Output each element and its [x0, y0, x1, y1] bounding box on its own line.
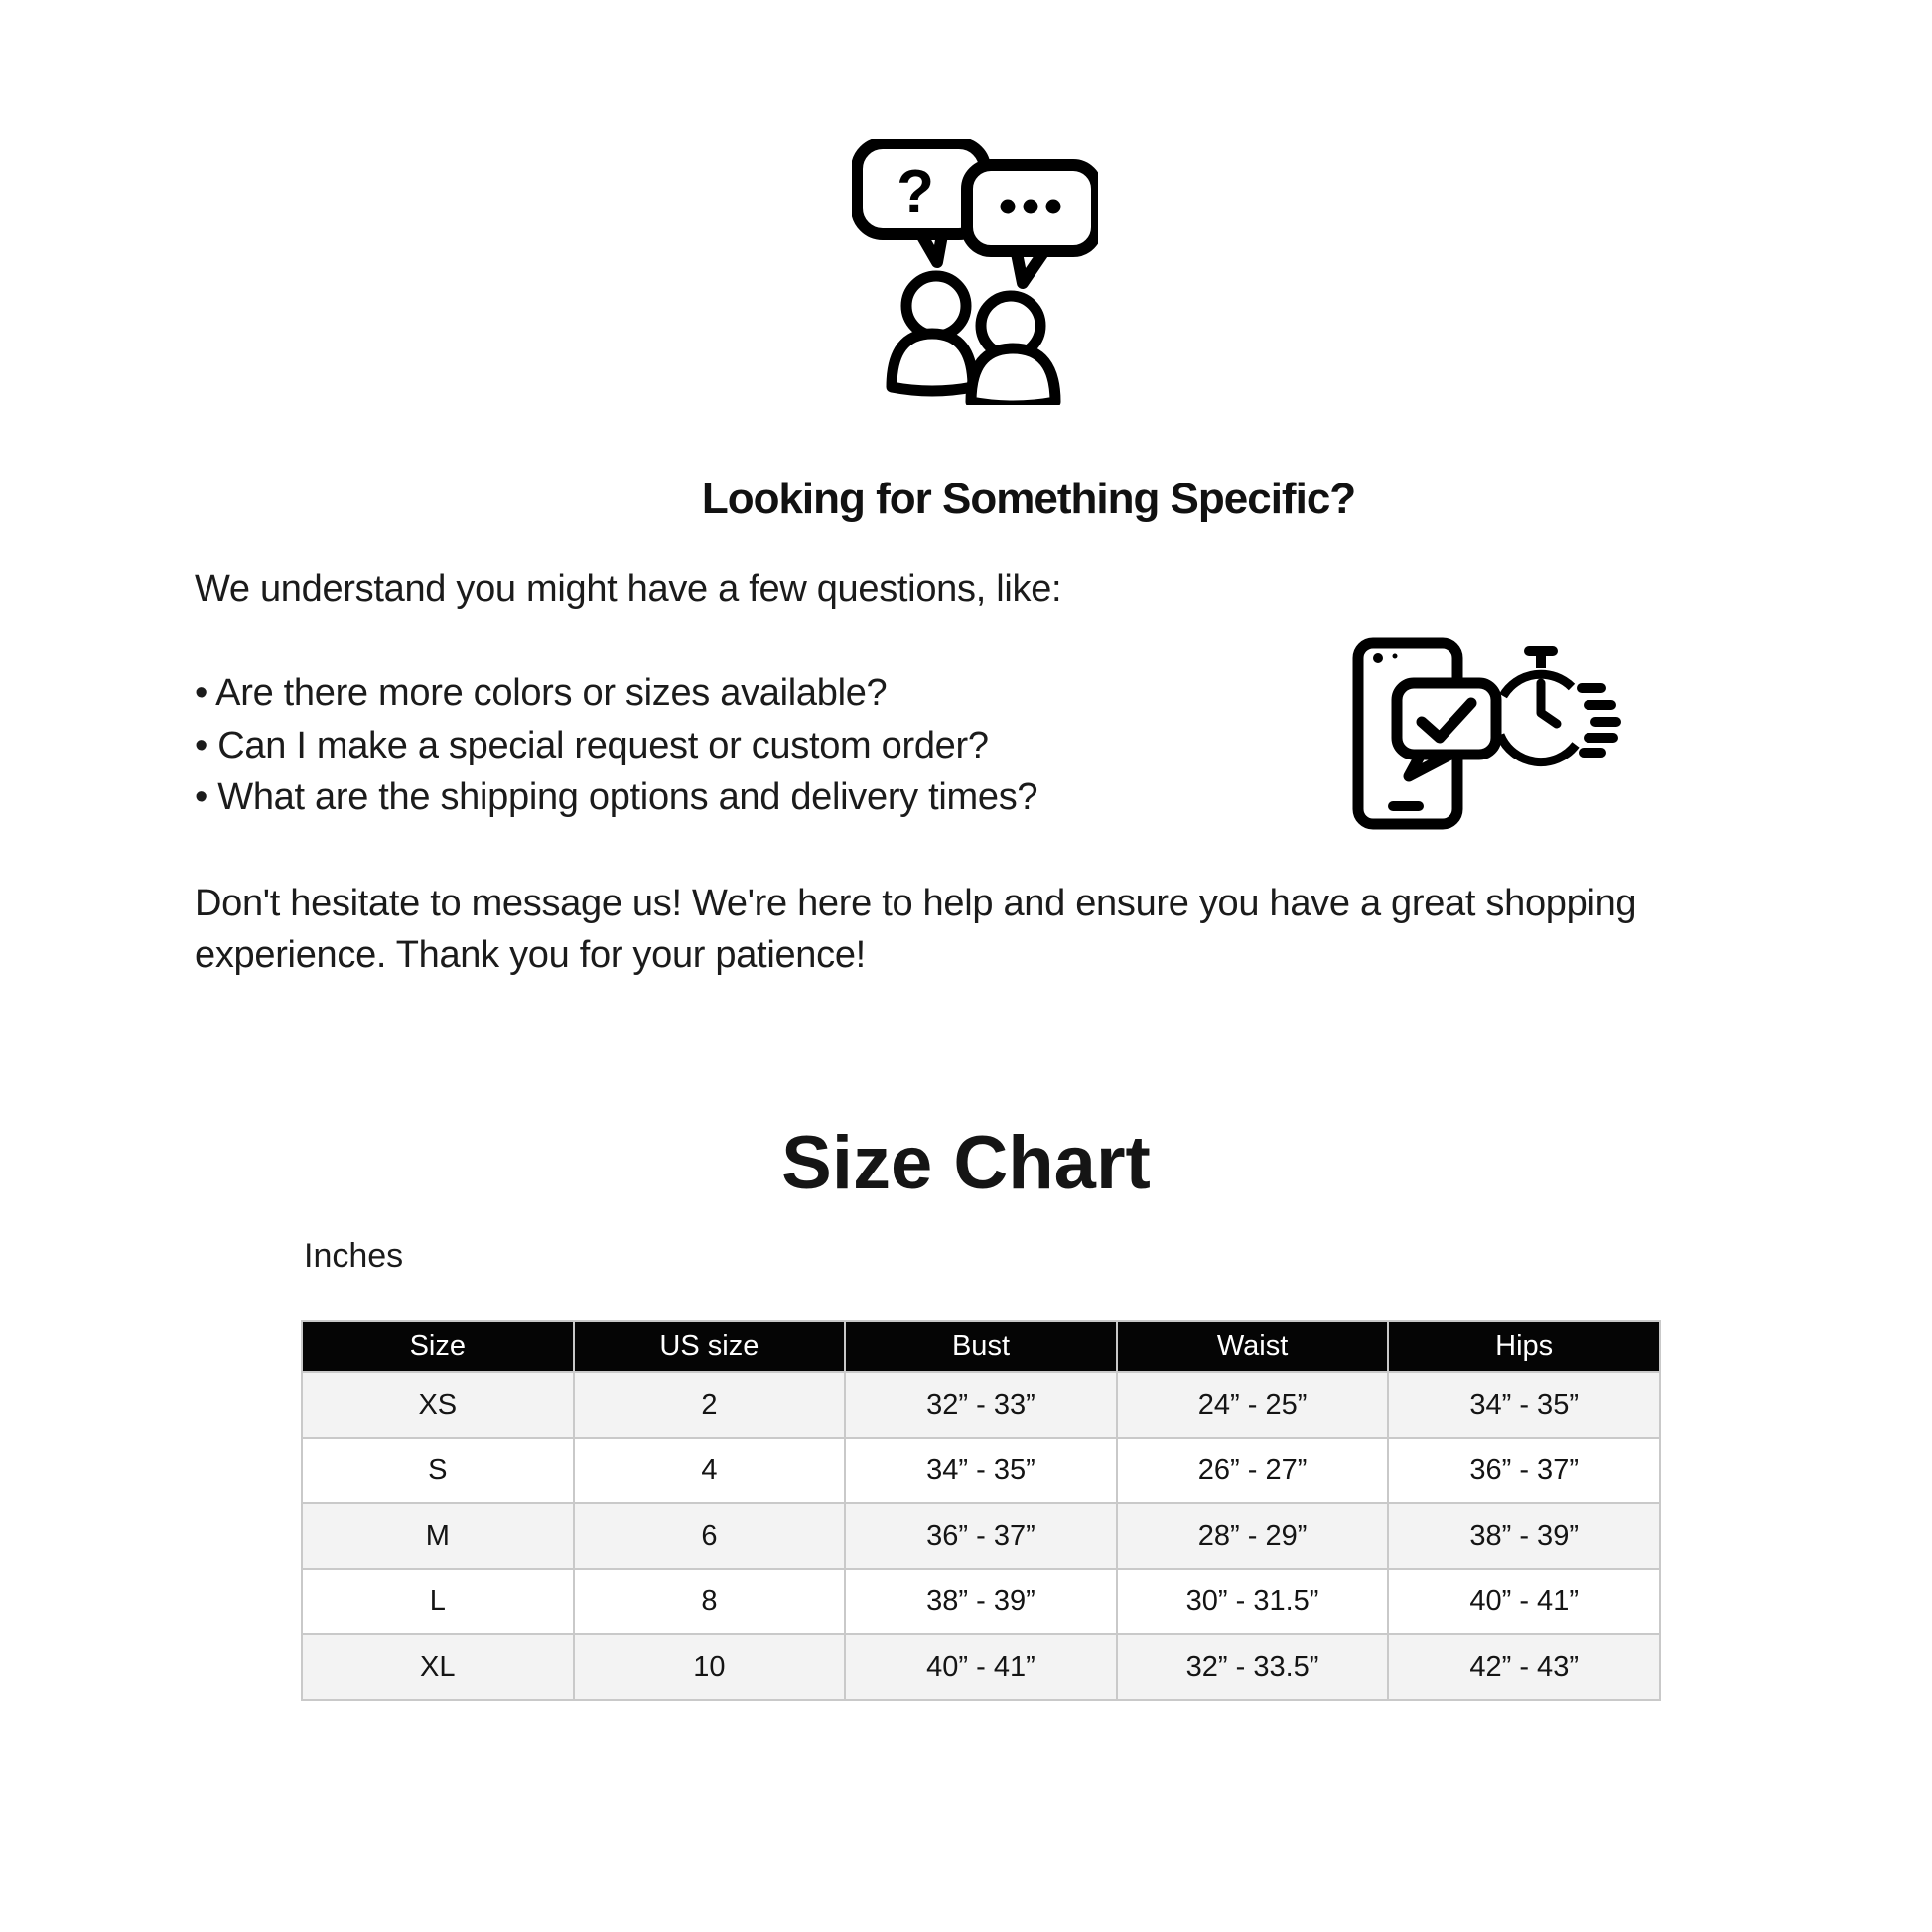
stopwatch-hands — [1541, 683, 1557, 724]
phone-camera-dot — [1373, 653, 1383, 663]
column-header: US size — [574, 1321, 846, 1372]
column-header: Hips — [1388, 1321, 1660, 1372]
table-cell: 26” - 27” — [1117, 1438, 1389, 1503]
message-bubble — [1397, 683, 1496, 755]
person-left-body — [892, 334, 973, 391]
closing-line-2: experience. Thank you for your patience! — [195, 934, 866, 976]
closing-line-1: Don't hesitate to message us! We're here to help and ensure you have a great shopping — [195, 883, 1637, 924]
person-right-body — [971, 348, 1055, 405]
table-cell: 38” - 39” — [845, 1569, 1117, 1634]
table-cell: 38” - 39” — [1388, 1503, 1660, 1569]
table-cell: 34” - 35” — [845, 1438, 1117, 1503]
size-chart-body — [302, 1372, 1660, 1700]
table-cell: 36” - 37” — [1388, 1438, 1660, 1503]
intro-lead: We understand you might have a few questions, like: — [195, 568, 1062, 610]
column-header: Bust — [845, 1321, 1117, 1372]
table-cell: 42” - 43” — [1388, 1634, 1660, 1700]
speed-lines — [1582, 688, 1616, 753]
table-cell: XS — [302, 1372, 574, 1438]
table-cell: 30” - 31.5” — [1117, 1569, 1389, 1634]
question-mark-glyph: ? — [897, 158, 934, 226]
ellipsis-dots — [1001, 200, 1061, 214]
person-left-head — [906, 276, 966, 336]
table-cell: 34” - 35” — [1388, 1372, 1660, 1438]
table-cell: 32” - 33” — [845, 1372, 1117, 1438]
phone-message-stopwatch-icon — [1352, 637, 1634, 830]
size-chart-header-row — [302, 1321, 1660, 1372]
table-cell: 40” - 41” — [1388, 1569, 1660, 1634]
column-header: Size — [302, 1321, 574, 1372]
table-cell: S — [302, 1438, 574, 1503]
question-item: • What are the shipping options and delivery times? — [195, 776, 1038, 818]
question-item: • Can I make a special request or custom order? — [195, 724, 989, 766]
table-row — [302, 1438, 1660, 1503]
table-cell: 36” - 37” — [845, 1503, 1117, 1569]
table-cell: M — [302, 1503, 574, 1569]
table-row — [302, 1634, 1660, 1700]
chat-question-icon — [852, 139, 1098, 405]
table-cell: 28” - 29” — [1117, 1503, 1389, 1569]
unit-label: Inches — [304, 1237, 404, 1275]
question-list — [195, 667, 1037, 824]
closing-paragraph — [195, 878, 1636, 981]
table-cell: 24” - 25” — [1117, 1372, 1389, 1438]
stopwatch — [1500, 651, 1576, 762]
table-cell: 6 — [574, 1503, 846, 1569]
table-cell: 2 — [574, 1372, 846, 1438]
table-cell: 32” - 33.5” — [1117, 1634, 1389, 1700]
table-cell: 10 — [574, 1634, 846, 1700]
size-chart-table — [301, 1320, 1661, 1701]
phone-sensor-dot — [1393, 654, 1398, 659]
table-cell: XL — [302, 1634, 574, 1700]
table-row — [302, 1569, 1660, 1634]
section-heading: Looking for Something Specific? — [701, 475, 1356, 523]
question-item: • Are there more colors or sizes available? — [195, 672, 888, 714]
size-chart-title: Size Chart — [781, 1121, 1151, 1205]
column-header: Waist — [1117, 1321, 1389, 1372]
table-row — [302, 1503, 1660, 1569]
table-cell: 40” - 41” — [845, 1634, 1117, 1700]
table-cell: 4 — [574, 1438, 846, 1503]
table-cell: L — [302, 1569, 574, 1634]
table-row — [302, 1372, 1660, 1438]
table-cell: 8 — [574, 1569, 846, 1634]
